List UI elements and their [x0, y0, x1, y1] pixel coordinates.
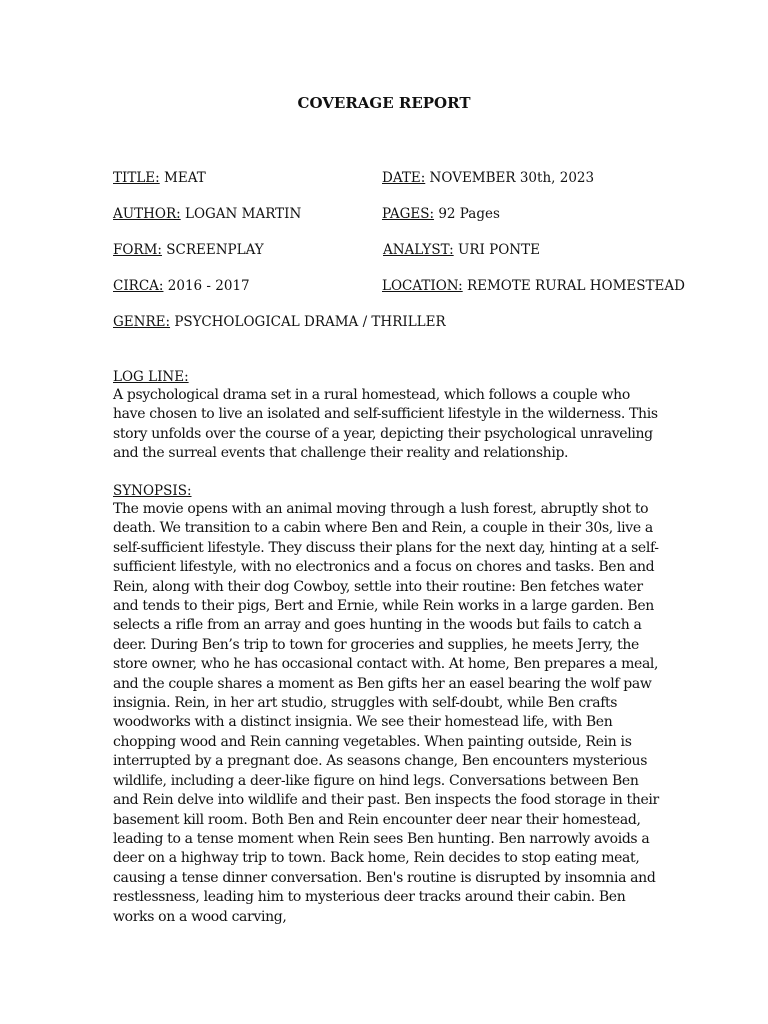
date-value: NOVEMBER 30th, 2023 [429, 170, 595, 186]
form-label: FORM: [113, 242, 162, 258]
location-field [382, 277, 685, 295]
analyst-value: URI PONTE [457, 242, 540, 258]
form-field [113, 241, 264, 259]
author-value: LOGAN MARTIN [184, 206, 302, 222]
form-value: SCREENPLAY [166, 242, 264, 258]
analyst-field [383, 241, 540, 259]
location-label: LOCATION: [382, 278, 463, 294]
circa-field [113, 277, 250, 295]
synopsis-label: SYNOPSIS: [113, 483, 192, 499]
title-label: TITLE: [113, 170, 160, 186]
date-label: DATE: [382, 170, 426, 186]
pages-field [382, 205, 500, 223]
title-field [113, 169, 206, 187]
genre-label: GENRE: [113, 314, 171, 330]
title-value: MEAT [164, 170, 206, 186]
report-title: COVERAGE REPORT [297, 94, 471, 112]
logline-label: LOG LINE: [113, 369, 189, 385]
pages-label: PAGES: [382, 206, 435, 222]
logline-text: A psychological drama set in a rural homestead, which follows a couple who have chosen to live an isolated and self-sufficient lifestyle in the wilderness. This story unfolds over the course of a year, depicting their psychological unraveling and the surreal events that challenge their reality and relationship. [113, 387, 658, 462]
analyst-label: ANALYST: [383, 242, 454, 258]
circa-value: 2016 - 2017 [167, 278, 250, 294]
author-label: AUTHOR: [113, 206, 181, 222]
synopsis-text: The movie opens with an animal moving through a lush forest, abruptly shot to death. We transition to a cabin where Ben and Rein, a couple in their 30s, live a self-sufficient lifestyle. They discuss their plans for the next day, hinting at a self-sufficient lifestyle, with no electronics and a focus on chores and tasks. Ben and Rein, along with their dog Cowboy, settle into their routine: Ben fetches water and tends to their pigs, Bert and Ernie, while Rein works in a large garden. Ben selects a rifle from an array and goes hunting in the woods but fails to catch a deer. During Ben’s trip to town for groceries and supplies, he meets Jerry, the store owner, who he has occasional contact with. At home, Ben prepares a meal, and the couple shares a moment as Ben gifts her an easel bearing the wolf paw insignia. Rein, in her art studio, struggles with self-doubt, while Ben crafts woodworks with a distinct insignia. We see their homestead life, with Ben chopping wood and Rein canning vegetables. When painting outside, Rein is interrupted by a pregnant doe. As seasons change, Ben encounters mysterious wildlife, including a deer-like figure on hind legs. Conversations between Ben and Rein delve into wildlife and their past. Ben inspects the food storage in their basement kill room. Both Ben and Rein encounter deer near their homestead, leading to a tense moment when Rein sees Ben hunting. Ben narrowly avoids a deer on a highway trip to town. Back home, Rein decides to stop eating meat, causing a tense dinner conversation. Ben's routine is disrupted by insomnia and restlessness, leading him to mysterious deer tracks around their cabin. Ben works on a wood carving, [113, 501, 659, 925]
genre-value: PSYCHOLOGICAL DRAMA / THRILLER [174, 314, 446, 330]
genre-field [113, 313, 446, 331]
date-field [382, 169, 594, 187]
location-value: REMOTE RURAL HOMESTEAD [466, 278, 685, 294]
pages-value: 92 Pages [438, 206, 500, 222]
circa-label: CIRCA: [113, 278, 164, 294]
author-field [113, 205, 301, 223]
